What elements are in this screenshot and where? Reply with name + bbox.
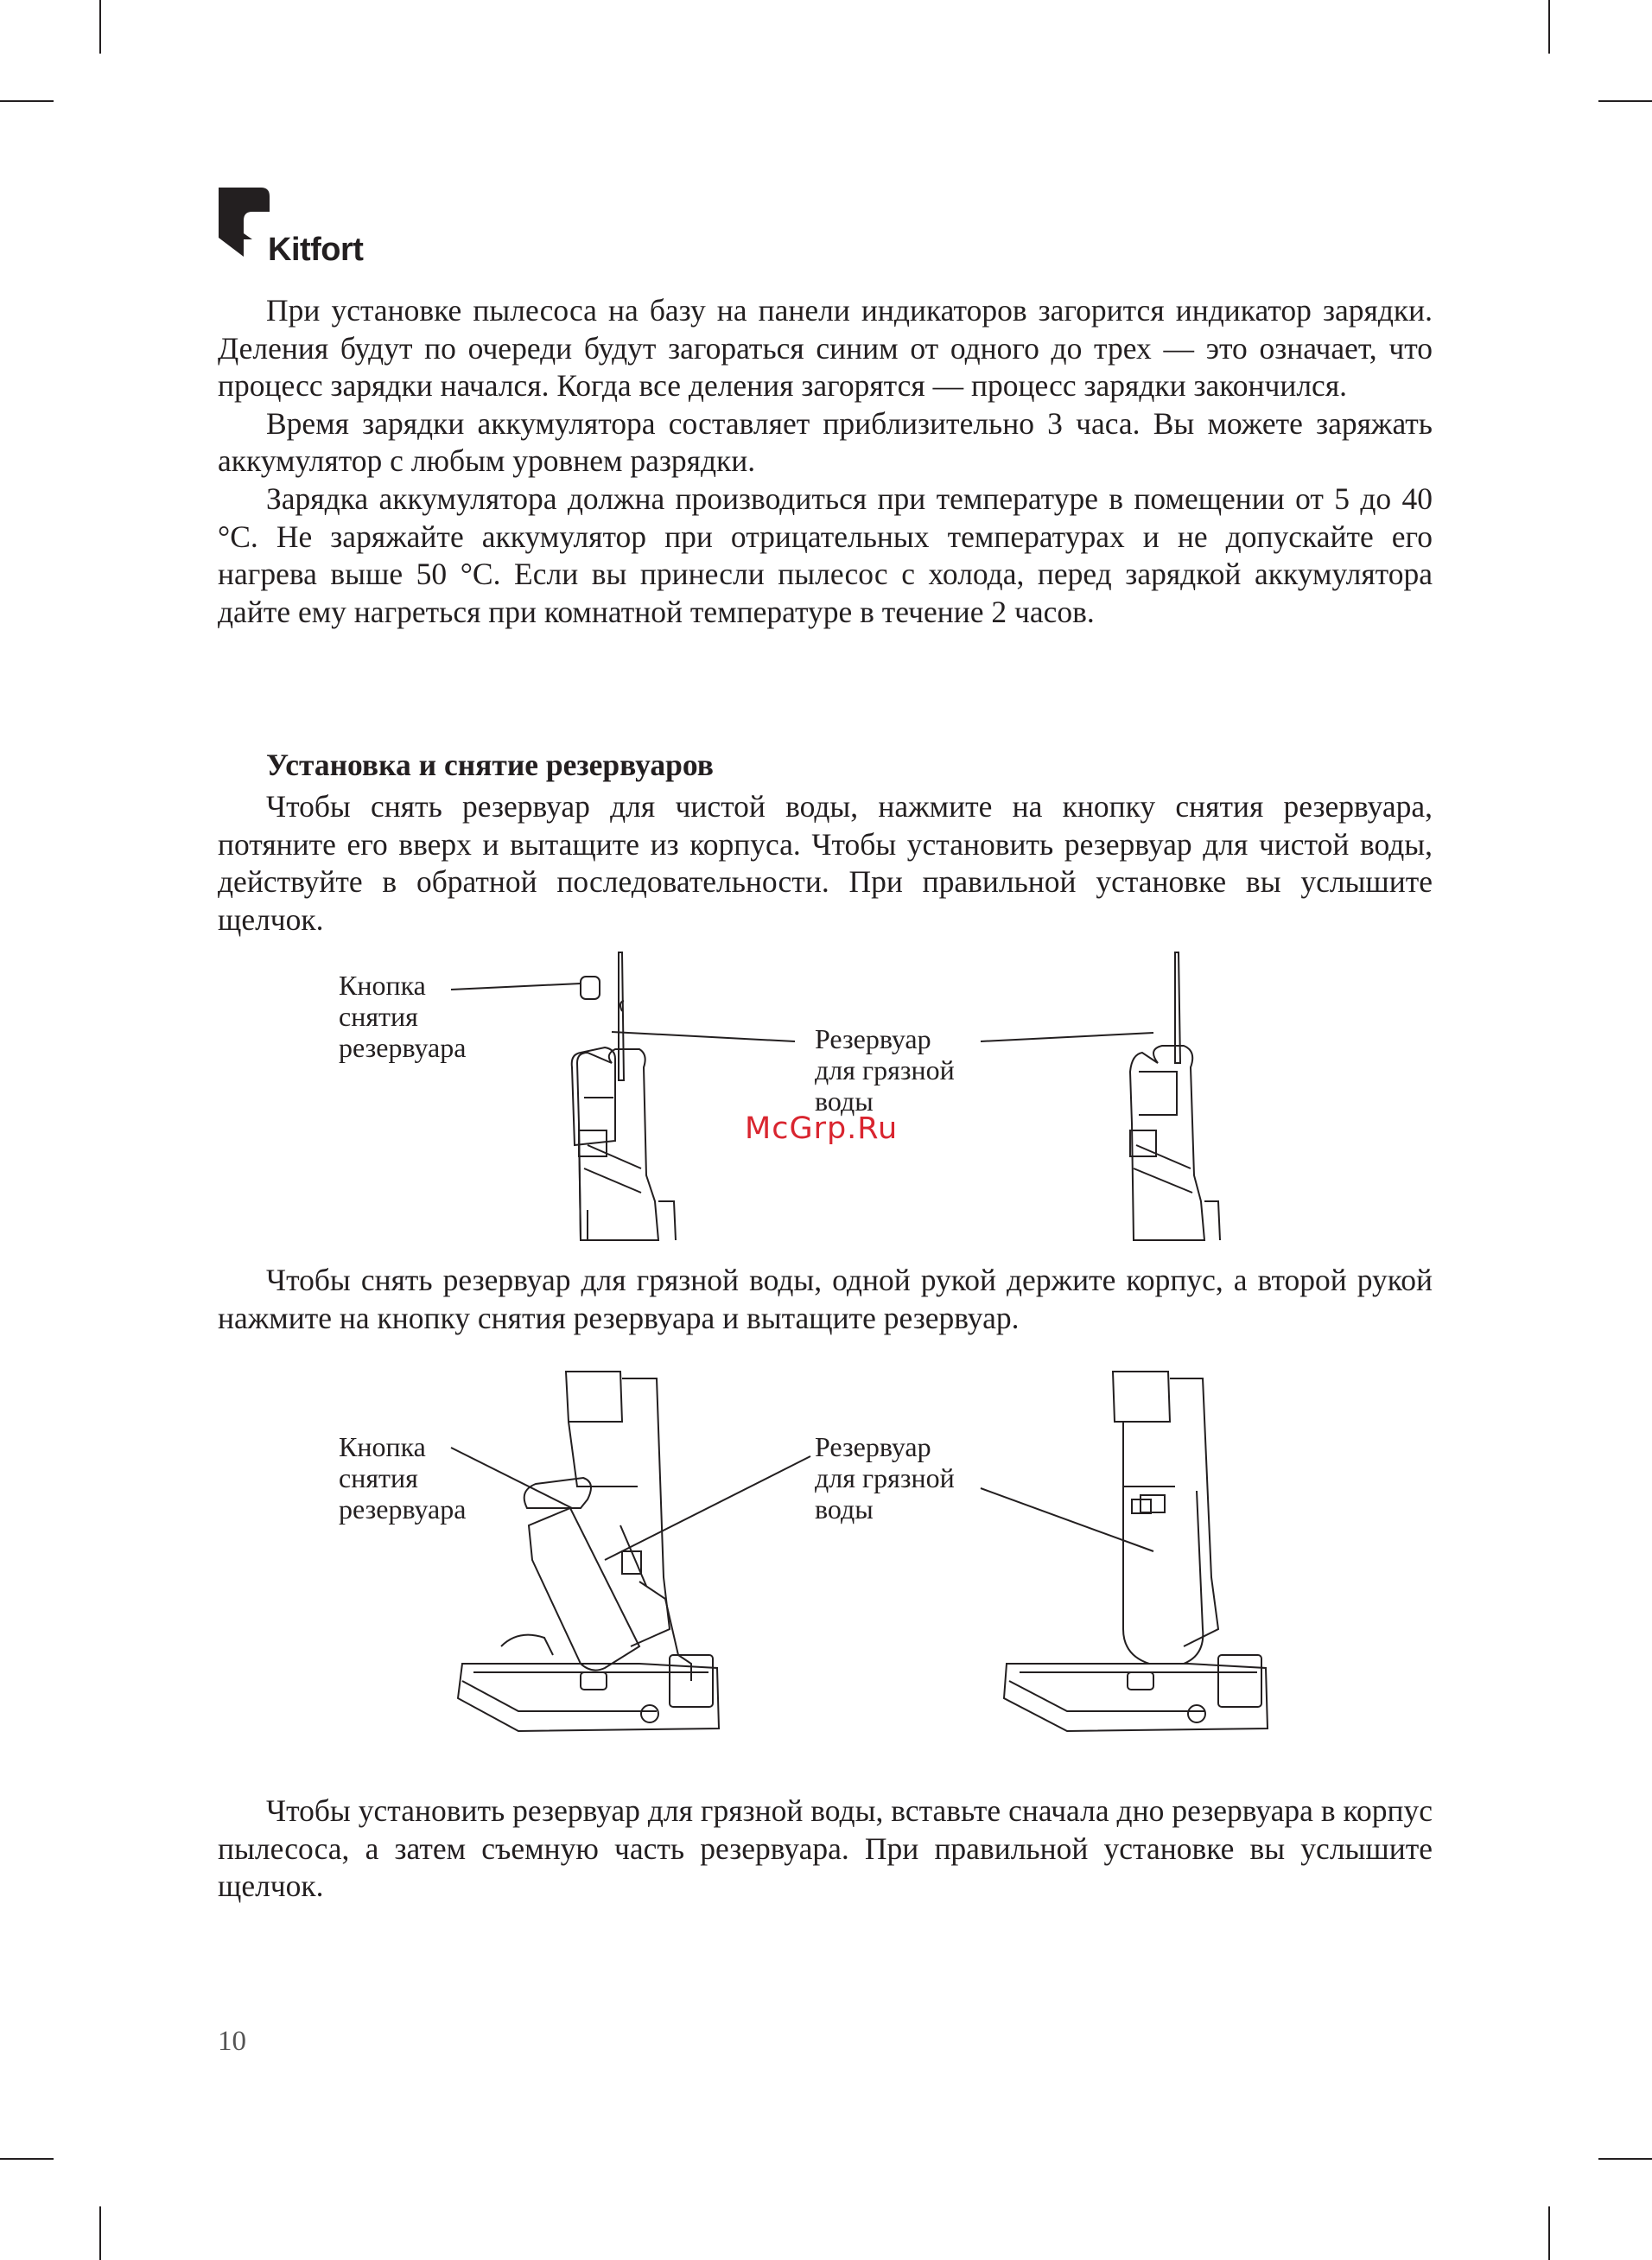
vacuum-with-base-left [458, 1372, 719, 1731]
leader-line [981, 1033, 1153, 1041]
label-tank-release-button: Кнопка снятия резервуара [339, 1431, 467, 1525]
leader-line [612, 1032, 795, 1041]
body-text-block [218, 788, 1433, 939]
watermark: McGrp.Ru [745, 1111, 899, 1146]
vacuum-illustration-left [572, 952, 676, 1240]
body-text-block [218, 292, 1433, 631]
vacuum-with-base-right [1004, 1372, 1268, 1731]
paragraph-clean-tank: Чтобы снять резервуар для чистой воды, нажмите на кнопку снятия резервуара, потяните его вверх и вытащите из корпуса. Чтобы установить резервуар для чистой воды, действуйте в обратной последовательности. При правильной установке вы услышите щелчок. [218, 789, 1433, 937]
leader-line [451, 1448, 572, 1508]
crop-mark [1548, 0, 1550, 54]
leader-line [981, 1488, 1153, 1551]
paragraph-dirty-tank-install: Чтобы установить резервуар для грязной воды, вставьте сначала дно резервуара в корпус пылесоса, а затем съемную часть резервуара. При правильной установке вы услышите щелчок. [218, 1793, 1433, 1904]
figure-dirty-tank-removal [0, 1370, 1652, 1767]
crop-mark [99, 0, 101, 54]
label-dirty-water-tank: Резервуар для грязной воды [815, 1431, 955, 1525]
body-text-block [218, 1262, 1433, 1337]
crop-mark [1548, 2206, 1550, 2260]
body-text-block [218, 1792, 1433, 1906]
brand-name: Kitfort [268, 232, 364, 268]
section-heading: Установка и снятие резервуаров [266, 748, 714, 782]
page-number: 10 [218, 2026, 246, 2057]
vacuum-illustration-right [1130, 952, 1220, 1240]
crop-mark [1598, 100, 1652, 102]
paragraph-charging-temperature: Зарядка аккумулятора должна производиться при температуре в помещении от 5 до 40 °C. Не заряжайте аккумулятор при отрицательных температурах и не допускайте его нагрева выше 50 °C. Если вы принесли пылесос с холода, перед зарядкой аккумулятора дайте ему нагреться при комнатной температуре в течение 2 часов. [218, 481, 1433, 629]
leader-line [451, 984, 581, 990]
paragraph-charging-time: Время зарядки аккумулятора составляет приблизительно 3 часа. Вы можете заряжать аккумулятор с любым уровнем разрядки. [218, 405, 1433, 479]
label-tank-release-button: Кнопка снятия резервуара [339, 970, 467, 1063]
crop-mark [99, 2206, 101, 2260]
paragraph-dirty-tank-removal: Чтобы снять резервуар для грязной воды, одной рукой держите корпус, а второй рукой нажмите на кнопку снятия резервуара и вытащите резервуар. [218, 1263, 1433, 1335]
crop-mark [0, 100, 54, 102]
paragraph-charging-indicator: При установке пылесоса на базу на панели индикаторов загорится индикатор зарядки. Деления будут по очереди будут загораться синим от одного до трех — это означает, что процесс зарядки начался. Когда все деления загорятся — процесс зарядки закончился. [218, 293, 1433, 404]
leader-line [605, 1456, 810, 1560]
crop-mark [1598, 2158, 1652, 2160]
label-dirty-water-tank: Резервуар для грязной воды [815, 1023, 955, 1117]
crop-mark [0, 2158, 54, 2160]
